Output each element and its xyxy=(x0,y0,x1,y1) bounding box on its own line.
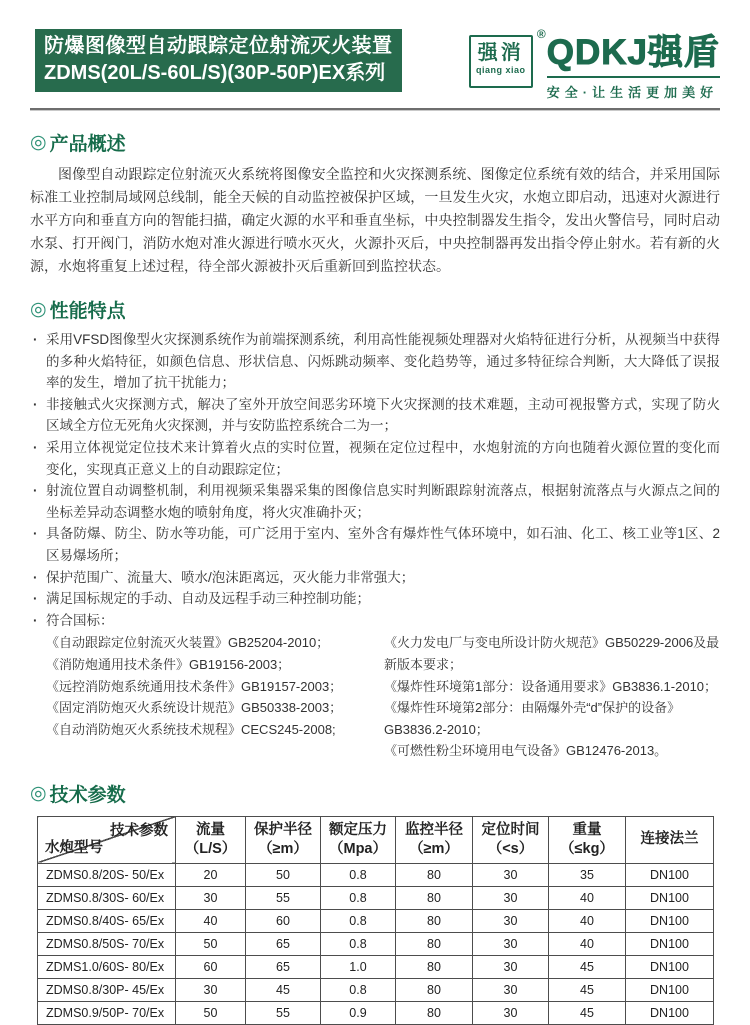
column-header-line1: 额定压力 xyxy=(329,821,387,838)
feature-text: 符合国标： xyxy=(46,612,114,628)
standard-item: 《爆炸性环境第2部分：由隔爆外壳“d”保护的设备》GB3836.2-2010； xyxy=(384,700,681,737)
column-header-line2: （Mpa） xyxy=(329,840,387,857)
model-cell: ZDMS0.9/50P- 70/Ex xyxy=(38,1001,176,1024)
spec-cell: DN100 xyxy=(626,886,714,909)
model-cell: ZDMS0.8/20S- 50/Ex xyxy=(38,863,176,886)
spec-cell: 0.8 xyxy=(321,909,396,932)
spec-cell: 45 xyxy=(246,978,321,1001)
spec-cell: 20 xyxy=(176,863,246,886)
table-row xyxy=(38,955,714,978)
column-header-line2: （L/S） xyxy=(184,840,237,857)
spec-cell: 80 xyxy=(396,978,473,1001)
column-header-line2: （≥m） xyxy=(258,840,308,857)
overview-paragraph: 图像型自动跟踪定位射流灭火系统将图像安全监控和火灾探测系统、图像定位系统有效的结合，并采用国际标准工业控制局域网总线制，能全天候的自动监控被保护区域，一旦发生火灾，水炮立即启动，迅速对火源进行水平方向和垂直方向的智能扫描，确定火源的水平和垂直坐标，中央控制器发生指令，发出火警信号，同时启动水泵、打开阀门，消防水炮对准火源进行喷水灭火，火源扑灭后，中央控制器再发出指令停止射水。若有新的火源，水炮将重复上述过程，待全部火源被扑灭后重新回到监控状态。 xyxy=(30,166,720,274)
spec-cell: 30 xyxy=(473,1001,549,1024)
spec-cell: 0.9 xyxy=(321,1001,396,1024)
spec-cell: 55 xyxy=(246,886,321,909)
column-header-line2: （<s） xyxy=(487,840,534,857)
overview-heading-label: 产品概述 xyxy=(49,134,126,155)
feature-text: 满足国标规定的手动、自动及远程手动三种控制功能； xyxy=(46,591,370,607)
list-item xyxy=(30,523,720,566)
table-header-row xyxy=(38,816,714,863)
spec-cell: DN100 xyxy=(626,863,714,886)
section-heading-features xyxy=(30,296,720,323)
logo-pinyin: qiang xiao xyxy=(475,65,526,75)
model-cell: ZDMS0.8/40S- 65/Ex xyxy=(38,909,176,932)
column-header-line1: 定位时间 xyxy=(481,821,540,838)
product-title-block xyxy=(35,29,402,92)
features-list xyxy=(30,329,720,631)
spec-cell: 0.8 xyxy=(321,932,396,955)
spec-cell: 80 xyxy=(396,932,473,955)
spec-cell: DN100 xyxy=(626,955,714,978)
spec-cell: 30 xyxy=(473,932,549,955)
column-header-line1: 流量 xyxy=(196,821,225,838)
spec-cell: DN100 xyxy=(626,909,714,932)
bullet-dot: · xyxy=(33,439,38,455)
column-header-line1: 重量 xyxy=(572,821,602,838)
section-heading-specs xyxy=(30,780,720,807)
table-row xyxy=(38,909,714,932)
specs-heading-label: 技术参数 xyxy=(49,784,126,806)
column-header-line1: 保护半径 xyxy=(254,821,312,838)
model-cell: ZDMS0.8/50S- 70/Ex xyxy=(38,932,176,955)
spec-cell: 80 xyxy=(396,955,473,978)
feature-text: 射流位置自动调整机制，利用视频采集器采集的图像信息实时判断跟踪射流落点，根据射流落点与火源点之间的坐标差异动态调整水炮的喷射角度，将火灾准确扑灭； xyxy=(46,483,720,520)
spec-cell: 50 xyxy=(176,932,246,955)
spec-cell: DN100 xyxy=(626,1001,714,1024)
qiangxiao-logo-box xyxy=(469,35,533,88)
list-item xyxy=(30,329,720,394)
spec-cell: 30 xyxy=(473,909,549,932)
spec-cell: 40 xyxy=(549,909,626,932)
spec-cell: 35 xyxy=(549,863,626,886)
column-header xyxy=(549,816,626,863)
list-item xyxy=(30,610,720,632)
spec-cell: 0.8 xyxy=(321,886,396,909)
spec-cell: 30 xyxy=(473,978,549,1001)
product-title-line2: ZDMS(20L/S-60L/S)(30P-50P)EX系列 xyxy=(44,62,386,84)
product-title-line1: 防爆图像型自动跟踪定位射流灭火装置 xyxy=(44,35,393,57)
spec-cell: 50 xyxy=(176,1001,246,1024)
spec-cell: 1.0 xyxy=(321,955,396,978)
standard-item: 《爆炸性环境第1部分：设备通用要求》GB3836.1-2010； xyxy=(384,678,718,694)
section-ring-icon: ◎ xyxy=(30,132,47,153)
standards-list xyxy=(30,632,720,762)
column-header xyxy=(246,816,321,863)
section-ring-icon: ◎ xyxy=(30,782,47,804)
list-item xyxy=(30,588,720,610)
standards-column-left xyxy=(46,632,384,762)
feature-text: 保护范围广、流量大、喷水/泡沫距离远，灭火能力非常强大； xyxy=(46,569,415,585)
spec-cell: 30 xyxy=(473,886,549,909)
column-header xyxy=(321,816,396,863)
standard-item: 《远控消防炮系统通用技术条件》GB19157-2003； xyxy=(46,678,343,694)
bullet-dot: · xyxy=(33,332,38,347)
standard-item: 《消防炮通用技术条件》GB19156-2003； xyxy=(46,656,291,672)
spec-cell: 55 xyxy=(246,1001,321,1024)
list-item xyxy=(30,480,720,523)
spec-cell: DN100 xyxy=(626,978,714,1001)
spec-cell: 45 xyxy=(549,955,626,978)
logo-name: 强消 xyxy=(477,42,524,64)
column-header xyxy=(473,816,549,863)
column-header-line1: 监控半径 xyxy=(405,821,463,838)
column-header xyxy=(626,816,714,863)
feature-text: 采用VFSD图像型火灾探测系统作为前端探测系统，利用高性能视频处理器对火焰特征进行分析，从视频当中获得的多种火焰特征，如颜色信息、形状信息、闪烁跳动频率、变化趋势等，通过多特征综合判断，大大降低了误报率的发生，增加了抗干扰能力； xyxy=(46,332,720,391)
feature-text: 非接触式火灾探测方式，解决了室外开放空间恶劣环境下火灾探测的技术难题，主动可视报警方式，实现了防火区域全方位无死角火灾探测，并与安防监控系统合二为一； xyxy=(46,396,720,434)
standard-item: 《自动消防炮灭火系统技术规程》CECS245-2008; xyxy=(46,721,336,737)
list-item xyxy=(30,567,720,589)
section-ring-icon: ◎ xyxy=(30,299,47,320)
list-item xyxy=(30,437,720,480)
standard-item: 《自动跟踪定位射流灭火装置》GB25204-2010； xyxy=(46,635,330,651)
column-header-line1: 连接法兰 xyxy=(640,831,699,848)
spec-cell: 80 xyxy=(396,1001,473,1024)
spec-cell: 65 xyxy=(246,932,321,955)
feature-text: 采用立体视觉定位技术来计算着火点的实时位置，视频在定位过程中，水炮射流的方向也随着火源位置的变化而变化，实现真正意义上的自动跟踪定位； xyxy=(46,439,720,477)
bullet-dot: · xyxy=(33,612,38,628)
bullet-dot: · xyxy=(33,591,38,607)
column-header-line2: （≥m） xyxy=(409,840,459,857)
list-item xyxy=(30,394,720,437)
table-row xyxy=(38,1001,714,1024)
spec-cell: 30 xyxy=(176,978,246,1001)
spec-cell: 0.8 xyxy=(321,863,396,886)
section-heading-overview xyxy=(30,129,720,156)
content xyxy=(0,129,750,1025)
standard-item: 《固定消防炮灭火系统设计规范》GB50338-2003； xyxy=(46,700,343,716)
brand-wordmark xyxy=(547,35,720,101)
table-row xyxy=(38,932,714,955)
table-row xyxy=(38,886,714,909)
header xyxy=(0,0,750,101)
spec-cell: 30 xyxy=(176,886,246,909)
spec-cell: 30 xyxy=(473,863,549,886)
standard-item: 《火力发电厂与变电所设计防火规范》GB50229-2006及最新版本要求； xyxy=(384,635,720,672)
spec-table xyxy=(37,816,714,1025)
table-row xyxy=(38,978,714,1001)
brand-name: QDKJ强盾 xyxy=(546,33,720,72)
spec-cell: 30 xyxy=(473,955,549,978)
spec-cell: 80 xyxy=(396,863,473,886)
features-heading-label: 性能特点 xyxy=(49,301,126,322)
model-cell: ZDMS1.0/60S- 80/Ex xyxy=(38,955,176,978)
spec-cell: 60 xyxy=(246,909,321,932)
feature-text: 具备防爆、防尘、防水等功能，可广泛用于室内、室外含有爆炸性气体环境中，如石油、化工、核工业等1区、2区易爆场所； xyxy=(46,526,720,563)
spec-cell: 45 xyxy=(549,978,626,1001)
spec-cell: 80 xyxy=(396,909,473,932)
column-header-line2: （≤kg） xyxy=(560,840,614,857)
table-row xyxy=(38,863,714,886)
standards-column-right xyxy=(384,632,720,762)
spec-cell: 80 xyxy=(396,886,473,909)
spec-cell: 45 xyxy=(549,1001,626,1024)
spec-cell: 65 xyxy=(246,955,321,978)
bullet-dot: · xyxy=(33,569,38,585)
corner-label-params: 技术参数 xyxy=(110,822,168,839)
bullet-dot: · xyxy=(33,483,38,499)
spec-cell: 50 xyxy=(246,863,321,886)
standard-item: 《可燃性粉尘环境用电气设备》GB12476-2013。 xyxy=(384,743,668,759)
spec-cell: 60 xyxy=(176,955,246,978)
registered-mark-icon: ® xyxy=(536,27,546,41)
model-cell: ZDMS0.8/30P- 45/Ex xyxy=(38,978,176,1001)
spec-cell: 0.8 xyxy=(321,978,396,1001)
model-cell: ZDMS0.8/30S- 60/Ex xyxy=(38,886,176,909)
spec-cell: DN100 xyxy=(626,932,714,955)
brand-tagline: 安全·让生活更加美好 xyxy=(547,76,720,101)
spec-cell: 40 xyxy=(176,909,246,932)
column-header xyxy=(176,816,246,863)
header-divider xyxy=(30,108,720,111)
brand-area xyxy=(469,29,720,101)
corner-label-model: 水炮型号 xyxy=(45,839,103,856)
qiangxiao-logo xyxy=(469,27,546,88)
spec-cell: 40 xyxy=(549,886,626,909)
corner-header-cell xyxy=(38,816,176,863)
spec-cell: 40 xyxy=(549,932,626,955)
column-header xyxy=(396,816,473,863)
bullet-dot: · xyxy=(33,526,38,542)
bullet-dot: · xyxy=(33,396,38,412)
